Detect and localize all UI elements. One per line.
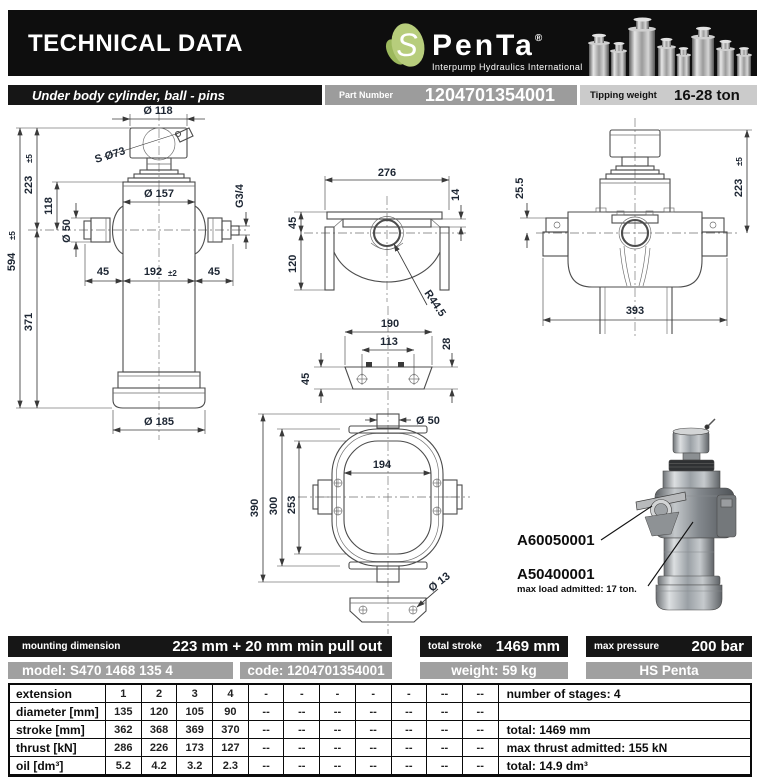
max-pressure-label: max pressure xyxy=(594,641,660,652)
dim-118: 118 xyxy=(43,197,55,215)
dim-223-side: 223 xyxy=(733,178,745,198)
dim-192-tol: ±2 xyxy=(168,269,177,278)
weight-bar: weight: 59 kg xyxy=(420,662,568,679)
spec-cell: 369 xyxy=(177,721,213,738)
spec-row xyxy=(10,739,750,757)
part-number-value: 1204701354001 xyxy=(424,84,556,105)
spec-cell: - xyxy=(249,685,285,702)
registered-mark: ® xyxy=(534,33,546,44)
dim-ball-s73: S Ø73 xyxy=(93,145,127,166)
spec-cell: -- xyxy=(427,757,463,774)
spec-cell: -- xyxy=(463,721,499,738)
max-load-note: max load admitted: 17 ton. xyxy=(517,584,637,595)
part-number-label: Part Number xyxy=(339,90,394,100)
dim-25-5: 25.5 xyxy=(514,177,526,199)
spec-row-label: thrust [kN] xyxy=(10,739,106,756)
dim-dia-50: Ø 50 xyxy=(61,219,73,243)
total-stroke-value: 1469 mm xyxy=(495,638,560,655)
mounting-dimension-value: 223 mm + 20 mm min pull out xyxy=(172,638,382,655)
spec-cell: 135 xyxy=(106,703,142,720)
spec-row-label: oil [dm³] xyxy=(10,757,106,774)
spec-row-note: total: 14.9 dm³ xyxy=(506,758,588,773)
spec-cell: -- xyxy=(356,721,392,738)
dim-300: 300 xyxy=(268,496,280,516)
spec-cell: -- xyxy=(463,757,499,774)
spec-row-label: extension xyxy=(10,685,106,702)
dim-45-left: 45 xyxy=(96,266,110,278)
spec-cell: -- xyxy=(356,739,392,756)
spec-cell: - xyxy=(320,685,356,702)
drawing-photo-render xyxy=(517,419,736,610)
dim-dia-118: Ø 118 xyxy=(143,105,173,117)
logo-monogram: S xyxy=(396,27,418,63)
dim-276: 276 xyxy=(377,167,397,179)
drawing-ring-view xyxy=(249,414,470,622)
spec-cell: -- xyxy=(463,685,499,702)
spec-row-label: stroke [mm] xyxy=(10,721,106,738)
spec-cell: 120 xyxy=(142,703,178,720)
spec-cell: 286 xyxy=(106,739,142,756)
spec-cell: -- xyxy=(284,739,320,756)
spec-row-note: total: 1469 mm xyxy=(506,722,591,737)
spec-cell: 370 xyxy=(213,721,249,738)
spec-row-note: max thrust admitted: 155 kN xyxy=(506,740,668,755)
dim-dia-13: Ø 13 xyxy=(426,570,453,595)
dim-393: 393 xyxy=(625,305,645,317)
dim-28: 28 xyxy=(441,337,453,350)
dim-120: 120 xyxy=(287,254,299,273)
spec-cell: -- xyxy=(427,685,463,702)
dim-371: 371 xyxy=(23,312,35,332)
spec-row-note xyxy=(499,703,750,720)
product-title: Under body cylinder, ball - pins xyxy=(32,87,225,103)
spec-cell: 362 xyxy=(106,721,142,738)
tipping-weight-label: Tipping weight xyxy=(590,89,657,101)
spec-table xyxy=(8,683,752,777)
spec-cell: -- xyxy=(392,721,428,738)
spec-cell: -- xyxy=(284,703,320,720)
drawing-front-view xyxy=(6,105,250,440)
dim-594-tol: ±5 xyxy=(8,231,17,240)
part-code-bracket: A60050001 xyxy=(517,532,595,549)
dim-594: 594 xyxy=(6,252,18,272)
spec-cell: -- xyxy=(427,703,463,720)
spec-cell: 5.2 xyxy=(106,757,142,774)
spec-cell: 105 xyxy=(177,703,213,720)
total-stroke-label: total stroke xyxy=(428,641,482,652)
spec-cell: -- xyxy=(356,703,392,720)
spec-cell: 3.2 xyxy=(177,757,213,774)
spec-row xyxy=(10,721,750,739)
spec-cell: 2.3 xyxy=(213,757,249,774)
spec-cell: 4.2 xyxy=(142,757,178,774)
spec-cell: -- xyxy=(249,757,285,774)
page-title: TECHNICAL DATA xyxy=(28,30,243,57)
spec-cell: -- xyxy=(249,721,285,738)
max-pressure-bar xyxy=(586,636,752,657)
spec-cell: -- xyxy=(427,739,463,756)
spec-cell: 173 xyxy=(177,739,213,756)
hs-penta-bar: HS Penta xyxy=(586,662,752,679)
dim-390: 390 xyxy=(249,498,261,518)
spec-cell: -- xyxy=(320,739,356,756)
spec-cell: -- xyxy=(284,757,320,774)
dim-194: 194 xyxy=(372,459,392,471)
spec-row-label: diameter [mm] xyxy=(10,703,106,720)
spec-cell: -- xyxy=(320,703,356,720)
dim-45-plate: 45 xyxy=(300,372,312,385)
dim-r44-5: R44.5 xyxy=(421,287,448,320)
spec-cell: -- xyxy=(249,703,285,720)
dim-14: 14 xyxy=(450,188,462,201)
dim-dia-157: Ø 157 xyxy=(144,188,174,200)
mounting-dimension-label: mounting dimension xyxy=(22,641,121,652)
spec-cell: -- xyxy=(356,757,392,774)
spec-row-note: number of stages: 4 xyxy=(506,686,621,701)
spec-cell: 127 xyxy=(213,739,249,756)
dim-223: 223 xyxy=(23,175,35,195)
spec-cell: - xyxy=(356,685,392,702)
dim-dia-185: Ø 185 xyxy=(144,416,174,428)
total-stroke-bar xyxy=(420,636,568,657)
spec-cell: -- xyxy=(284,721,320,738)
spec-cell: -- xyxy=(392,739,428,756)
dim-223-tol: ±5 xyxy=(25,154,34,163)
spec-cell: -- xyxy=(249,739,285,756)
brand-tagline: Interpump Hydraulics International xyxy=(432,62,583,72)
dim-253: 253 xyxy=(286,495,298,515)
spec-cell: -- xyxy=(463,703,499,720)
spec-cell: 368 xyxy=(142,721,178,738)
spec-row xyxy=(10,703,750,721)
spec-row xyxy=(10,685,750,703)
spec-cell: -- xyxy=(320,757,356,774)
dim-113: 113 xyxy=(380,336,398,348)
mounting-dimension-bar xyxy=(8,636,392,657)
dim-45-right: 45 xyxy=(207,266,221,278)
max-pressure-value: 200 bar xyxy=(691,638,744,655)
dim-190: 190 xyxy=(380,318,400,330)
brand-word: PenTa xyxy=(432,29,535,62)
spec-cell: -- xyxy=(392,703,428,720)
spec-cell: 2 xyxy=(142,685,178,702)
dim-45-upper: 45 xyxy=(287,216,299,229)
spec-cell: 4 xyxy=(213,685,249,702)
dim-192: 192 xyxy=(143,266,163,278)
spec-cell: -- xyxy=(320,721,356,738)
dim-223-side-tol: ±5 xyxy=(735,157,744,166)
tipping-weight-value: 16-28 ton xyxy=(673,86,740,104)
spec-cell: 90 xyxy=(213,703,249,720)
spec-cell: - xyxy=(284,685,320,702)
spec-cell: -- xyxy=(463,739,499,756)
spec-row xyxy=(10,757,750,774)
drawing-side-view xyxy=(514,118,752,338)
spec-cell: 226 xyxy=(142,739,178,756)
dim-dia-50-stub: Ø 50 xyxy=(416,415,440,427)
spec-cell: 3 xyxy=(177,685,213,702)
spec-cell: - xyxy=(392,685,428,702)
spec-cell: -- xyxy=(392,757,428,774)
part-code-cylinder: A50400001 xyxy=(517,566,595,583)
drawing-bracket-front xyxy=(287,167,468,319)
spec-cell: 1 xyxy=(106,685,142,702)
code-bar: code: 1204701354001 xyxy=(240,662,392,679)
spec-cell: -- xyxy=(427,721,463,738)
model-bar: model: S470 1468 135 4 xyxy=(8,662,233,679)
dim-port-g34: G3/4 xyxy=(234,184,246,208)
